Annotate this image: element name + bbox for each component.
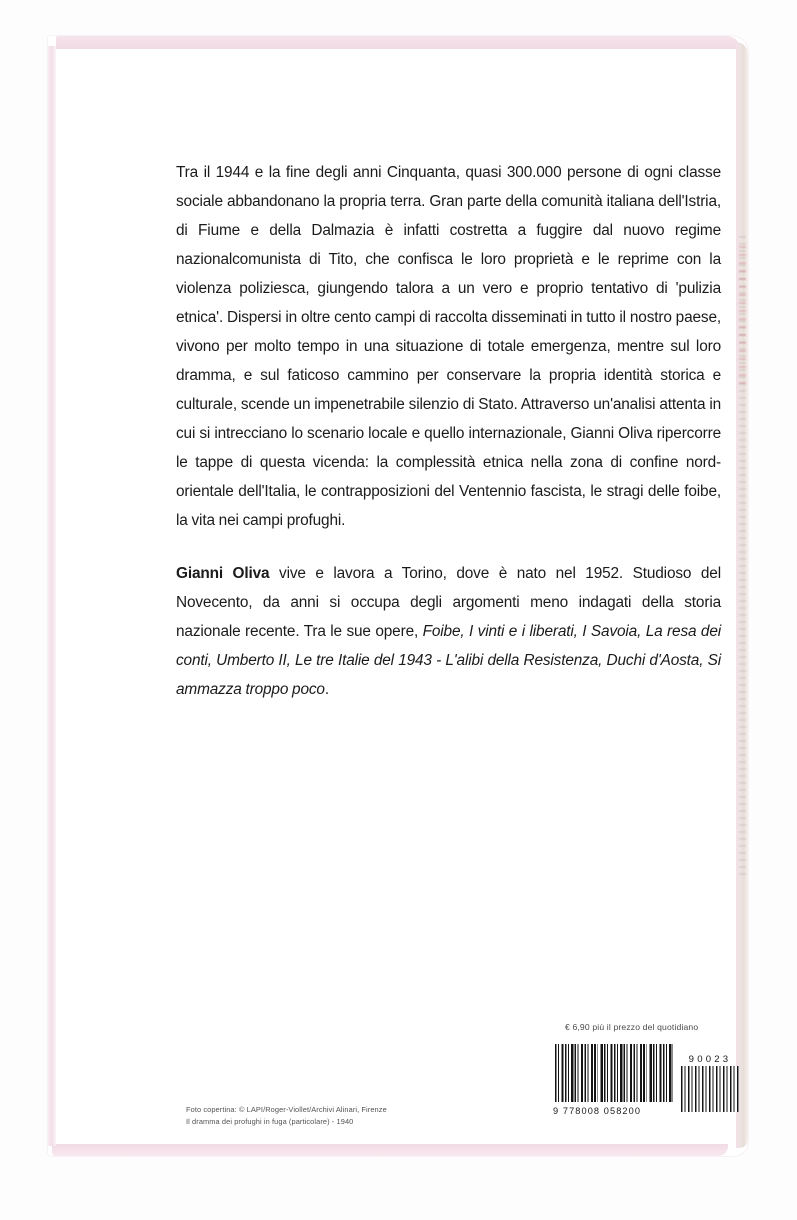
photo-credit [186,1104,486,1127]
spine-lettering-bleed-accent [739,246,746,386]
photo-credit-line-1: Foto copertina: © LAPI/Roger-Viollet/Archivi Alinari, Firenze [186,1105,387,1114]
photo-credit-line-2: Il dramma dei profughi in fuga (particolare) - 1940 [186,1116,354,1126]
book-back-cover [48,36,748,1156]
addon-barcode [681,1054,739,1116]
addon-digits: 90023 [688,1054,732,1065]
ean13-barcode [555,1044,673,1116]
price-note: € 6,90 più il prezzo del quotidiano [565,1022,699,1032]
cover-border-band-left [48,46,56,1146]
blurb-paragraph: Tra il 1944 e la fine degli anni Cinquanta, quasi 300.000 persone di ogni classe sociale abbandonano la propria terra. Gran parte della comunità italiana dell'Istria, di Fiume e della Dalmazia è infatti costretta a fuggire dal nuovo regime nazionalcomunista di Tito, che confisca le loro proprietà e le reprime con la violenza poliziesca, giungendo talora a un vero e proprio tentativo di 'pulizia etnica'. Dispersi in oltre cento campi di raccolta disseminati in tutto il nostro paese, vivono per molto tempo in una situazione di totale emergenza, mentre sul loro dramma, e sul faticoso cammino per conservare la propria identità storica e culturale, scende un impenetrabile silenzio di Stato. Attraverso un'analisi attenta in cui si intrecciano lo scenario locale e quello internazionale, Gianni Oliva ripercorre le tappe di questa vicenda: la complessità etnica nella zona di confine nord-orientale dell'Italia, le contrapposizioni del Ventennio fascista, le stragi delle foibe, la vita nei campi profughi. [176,164,721,529]
back-cover-text-block [176,158,721,704]
author-bio-paragraph [176,559,721,704]
bio-work-titles: Foibe, I vinti e i liberati, I Savoia, La resa dei conti, Umberto II, Le tre Italie del 1943 - L'alibi della Resistenza, Duchi d'Aosta, Si ammazza troppo poco [176,623,722,698]
bio-text-end: . [324,681,329,698]
barcode-graphics [555,1041,741,1121]
ean13-bars [555,1044,673,1102]
ean13-digits: 9 778008 058200 [553,1106,642,1116]
addon-bars [681,1066,739,1112]
bio-text-intro: vive e lavora a Torino, dove è nato nel 1952. Studioso del Novecento, da anni si occupa degli argomenti meno indagati della storia nazionale recente. Tra le sue opere, [176,565,721,640]
cover-border-band-top [56,36,740,49]
cover-border-band-bottom [52,1144,728,1156]
author-name: Gianni Oliva [176,565,270,582]
